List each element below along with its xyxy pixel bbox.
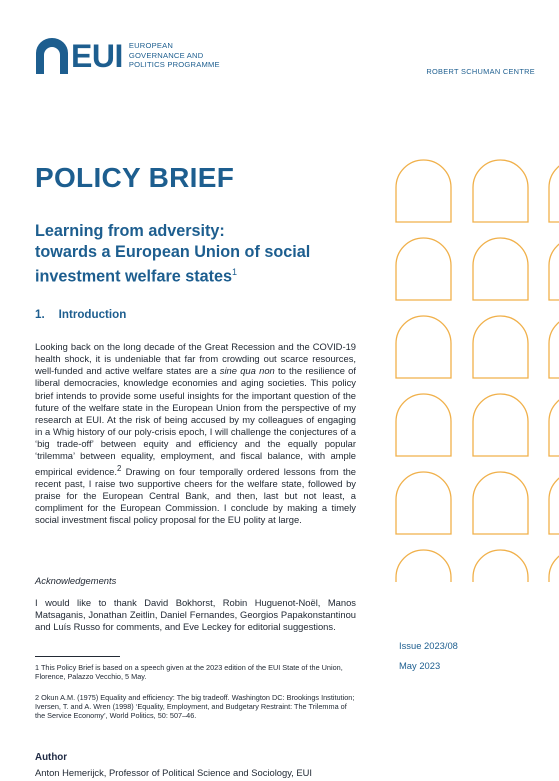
arch-shape: [473, 316, 528, 378]
document-title: [35, 221, 375, 287]
arch-shape: [549, 394, 559, 456]
section-title: Introduction: [58, 308, 127, 321]
arch-shape: [473, 550, 528, 582]
arch-shape: [549, 316, 559, 378]
acknowledgements-text: I would like to thank David Bokhorst, Robin Huguenot-Noël, Manos Matsaganis, Jonathan Zeitlin, Daniel Fernandes, Georgios Papakonstantinou and Luís Russo for comments, and Eve Leckey for editorial suggestions.: [35, 597, 356, 633]
body-footnote-mark[interactable]: 2: [116, 463, 122, 473]
title-line-1: Learning from adversity:: [35, 222, 225, 240]
eui-arch-logo-icon: [36, 38, 68, 74]
arch-shape: [549, 160, 559, 222]
introduction-paragraph: [35, 341, 356, 526]
body-part-2: to the resilience of liberal democracies, knowledge economies and aging societies. This policy brief intends to provide some useful insights for the important question of the future of the welfare state in the European Union from the perspective of my research at EUI. At the risk of being accused by my colleagues of engaging in a Whig history of our poly-crisis epoch, I will challenge the conjectures of a ‘big trade-off’ between equity and efficiency and the equally popular ‘trilemma’ between equality, employment, and fiscal balance, with ample empirical evidence.: [35, 365, 356, 477]
decorative-arches-pattern: [393, 158, 559, 582]
arch-shape: [473, 160, 528, 222]
title-line-3: investment welfare states: [35, 267, 233, 286]
logo-text: EUI: [71, 38, 123, 74]
author-heading: Author: [35, 752, 68, 763]
arch-shape: [396, 238, 451, 300]
document-type-label: POLICY BRIEF: [35, 162, 235, 193]
arch-shape: [473, 472, 528, 534]
arch-shape: [549, 238, 559, 300]
arch-shape: [396, 316, 451, 378]
centre-name: ROBERT SCHUMAN CENTRE: [426, 67, 535, 76]
title-footnote-mark[interactable]: 1: [232, 267, 238, 277]
arch-shape: [396, 394, 451, 456]
footnote-2: 2 Okun A.M. (1975) Equality and efficiency: The big tradeoff. Washington DC: Brookings Institution; Iversen, T. and A. Wren (1998) ‘Equality, Employment, and Budgetary Restraint: The Trilemma of the Service Economy’, World Politics, 50: 507–46.: [35, 693, 355, 721]
title-line-2: towards a European Union of social: [35, 242, 311, 261]
arch-shape: [473, 238, 528, 300]
arch-shape: [549, 550, 559, 582]
arch-shape: [549, 472, 559, 534]
author-line: Anton Hemerijck, Professor of Political Science and Sociology, EUI: [35, 767, 313, 778]
arch-shape: [396, 550, 451, 582]
arch-shape: [396, 160, 451, 222]
page-header: [0, 0, 559, 100]
section-heading: [35, 308, 126, 321]
arch-shape: [473, 394, 528, 456]
section-number: 1.: [35, 308, 45, 321]
footnote-1: 1 This Policy Brief is based on a speech given at the 2023 edition of the EUI State of the Union, Florence, Palazzo Vecchio, 5 May.: [35, 663, 343, 682]
eui-logo: [36, 38, 220, 74]
issue-date: May 2023: [399, 660, 441, 671]
body-part-1: Looking back on the long decade of the Great Recession and the COVID-19 health shock, it is undeniable that far from crowding out scarce resources, well-funded and active welfare states are a: [35, 341, 356, 377]
issue-number: Issue 2023/08: [399, 640, 458, 651]
arch-shape: [396, 472, 451, 534]
acknowledgements-heading: Acknowledgements: [35, 575, 117, 586]
body-part-3: Drawing on four temporally ordered lessons from the recent past, I raise two supportive cheers for the welfare state, followed by praise for the European Central Bank, and then, last but not least, a compliment for the European Commission. I conclude by making a timely social investment fiscal policy proposal for the EU polity at large.: [35, 465, 356, 526]
programme-name: EUROPEAN GOVERNANCE AND POLITICS PROGRAMME: [128, 41, 220, 70]
footnote-divider: [35, 656, 120, 657]
body-italic-phrase: sine qua non: [219, 365, 275, 377]
